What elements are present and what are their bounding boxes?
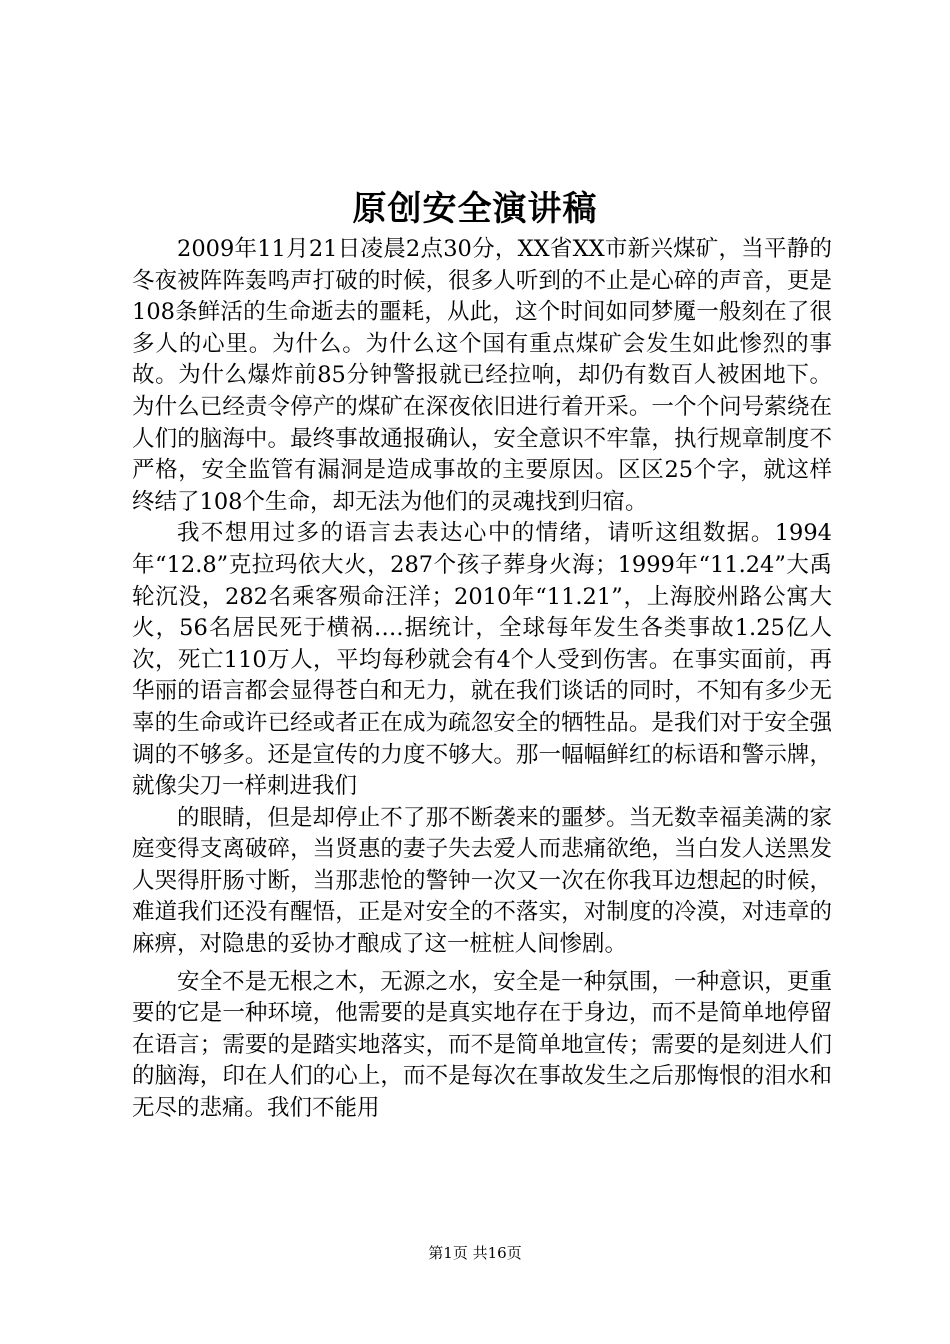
paragraph-2: 我不想用过多的语言去表达心中的情绪，请听这组数据。1994年“12.8”克拉玛依大火，287个孩子葬身火海；1999年“11.24”大禹轮沉没，282名乘客殒命汪洋；2010年“11.21”，上海胶州路公寓大火，56名居民死于横祸….据统计，全球每年发生各类事故1.25亿人次，死亡110万人，平均每秒就会有4个人受到伤害。在事实面前，再华丽的语言都会显得苍白和无力，就在我们谈话的同时，不知有多少无辜的生命或许已经或者正在成为疏忽安全的牺牲品。是我们对于安全强调的不够多。还是宣传的力度不够大。那一幅幅鲜红的标语和警示牌，就像尖刀一样刺进我们 <box>132 520 832 800</box>
paragraph-1: 2009年11月21日凌晨2点30分，XX省XX市新兴煤矿，当平静的冬夜被阵阵轰鸣声打破的时候，很多人听到的不止是心碎的声音，更是108条鲜活的生命逝去的噩耗，从此，这个时间如同梦魇一般刻在了很多人的心里。为什么。为什么这个国有重点煤矿会发生如此惨烈的事故。为什么爆炸前85分钟警报就已经拉响，却仍有数百人被困地下。为什么已经责令停产的煤矿在深夜依旧进行着开采。一个个问号萦绕在人们的脑海中。最终事故通报确认，安全意识不牢靠，执行规章制度不严格，安全监管有漏洞是造成事故的主要原因。区区25个字，就这样终结了108个生命，却无法为他们的灵魂找到归宿。 <box>132 236 832 515</box>
paragraph-4: 安全不是无根之木，无源之水，安全是一种氛围，一种意识，更重要的它是一种环境，他需要的是真实地存在于身边，而不是简单地停留在语言；需要的是踏实地落实，而不是简单地宣传；需要的是刻进人们的脑海，印在人们的心上，而不是每次在事故发生之后那悔恨的泪水和无尽的悲痛。我们不能用 <box>132 968 832 1122</box>
paragraph-3: 的眼睛，但是却停止不了那不断袭来的噩梦。当无数幸福美满的家庭变得支离破碎，当贤惠的妻子失去爱人而悲痛欲绝，当白发人送黑发人哭得肝肠寸断，当那悲怆的警钟一次又一次在你我耳边想起的时候，难道我们还没有醒悟，正是对安全的不落实，对制度的冷漠，对违章的麻痹，对隐患的妥协才酿成了这一桩桩人间惨剧。 <box>132 804 832 958</box>
page-number-footer: 第1页 共16页 <box>428 1244 522 1262</box>
document-body <box>132 234 832 1125</box>
page-title: 原创安全演讲稿 <box>352 189 598 229</box>
